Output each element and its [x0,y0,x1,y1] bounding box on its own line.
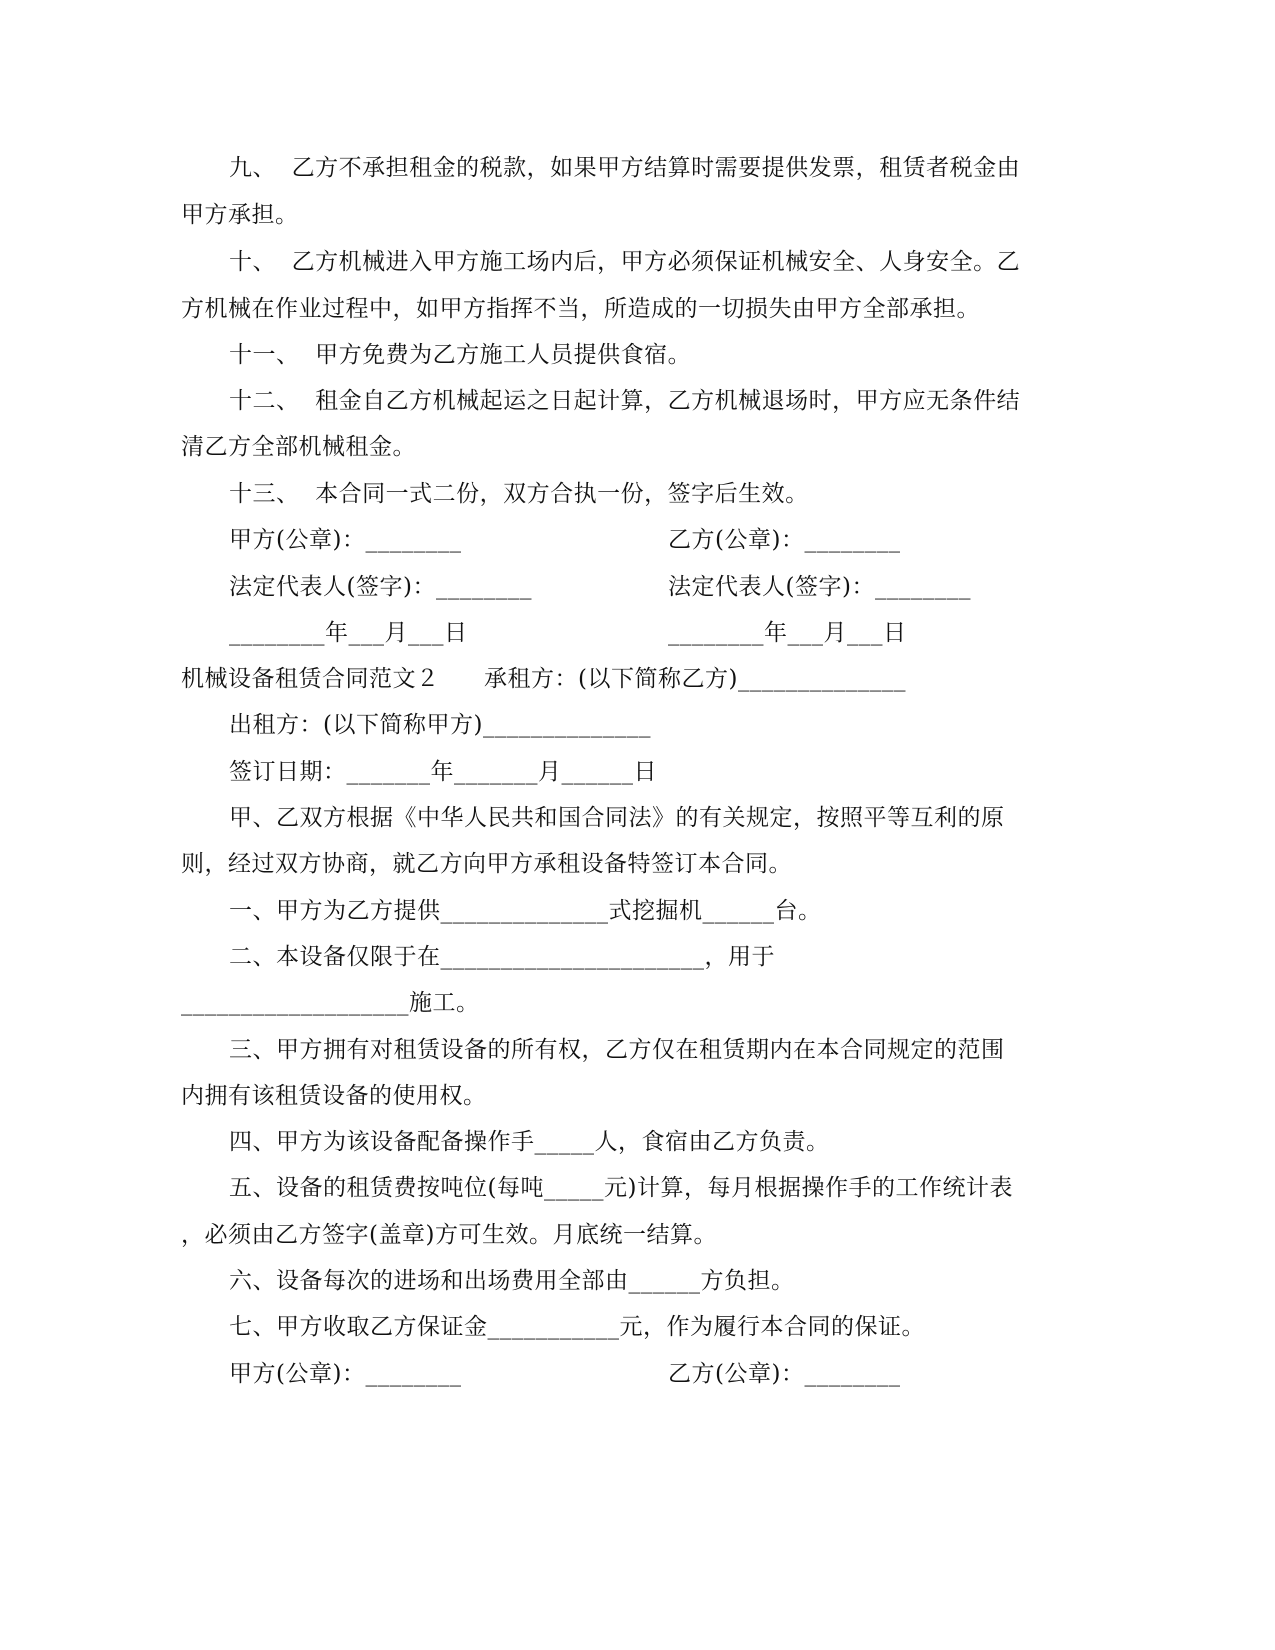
article-5-line-2: ，必须由乙方签字(盖章)方可生效。月底统一结算。 [181,1222,717,1248]
article-4: 四、甲方为该设备配备操作手_____人，食宿由乙方负责。 [229,1129,830,1155]
article-3-line-1: 三、甲方拥有对租赁设备的所有权，乙方仅在租赁期内在本合同规定的范围 [229,1037,1005,1063]
lessee-line: 承租方：(以下简称乙方)______________ [484,666,906,692]
party-a-seal: 甲方(公章)：________ [229,527,462,553]
article-1: 一、甲方为乙方提供______________式挖掘机______台。 [229,898,822,924]
clause-10-line-1: 十、 乙方机械进入甲方施工场内后，甲方必须保证机械安全、人身安全。乙 [229,249,1021,275]
party-b-date: ________年___月___日 [668,620,907,646]
clause-12-line-1: 十二、 租金自乙方机械起运之日起计算，乙方机械退场时，甲方应无条件结 [229,388,1021,414]
article-7: 七、甲方收取乙方保证金___________元，作为履行本合同的保证。 [229,1314,925,1340]
party-a-seal-2: 甲方(公章)：________ [229,1361,462,1387]
article-2-line-2: ___________________施工。 [181,990,480,1016]
preamble-line-2: 则，经过双方协商，就乙方向甲方承租设备特签订本合同。 [181,851,792,877]
lessor-line: 出租方：(以下简称甲方)______________ [229,712,651,738]
party-a-representative: 法定代表人(签字)：________ [229,574,532,600]
clause-9-line-2: 甲方承担。 [181,202,299,228]
party-b-representative: 法定代表人(签字)：________ [668,574,971,600]
clause-10-line-2: 方机械在作业过程中，如甲方指挥不当，所造成的一切损失由甲方全部承担。 [181,296,980,322]
clause-12-line-2: 清乙方全部机械租金。 [181,434,416,460]
article-6: 六、设备每次的进场和出场费用全部由______方负担。 [229,1268,795,1294]
article-2-line-1: 二、本设备仅限于在______________________，用于 [229,944,775,970]
contract-2-title: 机械设备租赁合同范文２ [181,666,440,692]
clause-11: 十一、 甲方免费为乙方施工人员提供食宿。 [229,342,692,368]
article-3-line-2: 内拥有该租赁设备的使用权。 [181,1083,487,1109]
clause-13: 十三、 本合同一式二份，双方合执一份，签字后生效。 [229,481,809,507]
party-a-date: ________年___月___日 [229,620,468,646]
preamble-line-1: 甲、乙双方根据《中华人民共和国合同法》的有关规定，按照平等互利的原 [229,805,1005,831]
party-b-seal: 乙方(公章)：________ [668,527,901,553]
signing-date: 签订日期：_______年_______月______日 [229,759,657,785]
party-b-seal-2: 乙方(公章)：________ [668,1361,901,1387]
article-5-line-1: 五、设备的租赁费按吨位(每吨_____元)计算，每月根据操作手的工作统计表 [229,1175,1013,1201]
clause-9-line-1: 九、 乙方不承担租金的税款，如果甲方结算时需要提供发票，租赁者税金由 [229,155,1021,181]
